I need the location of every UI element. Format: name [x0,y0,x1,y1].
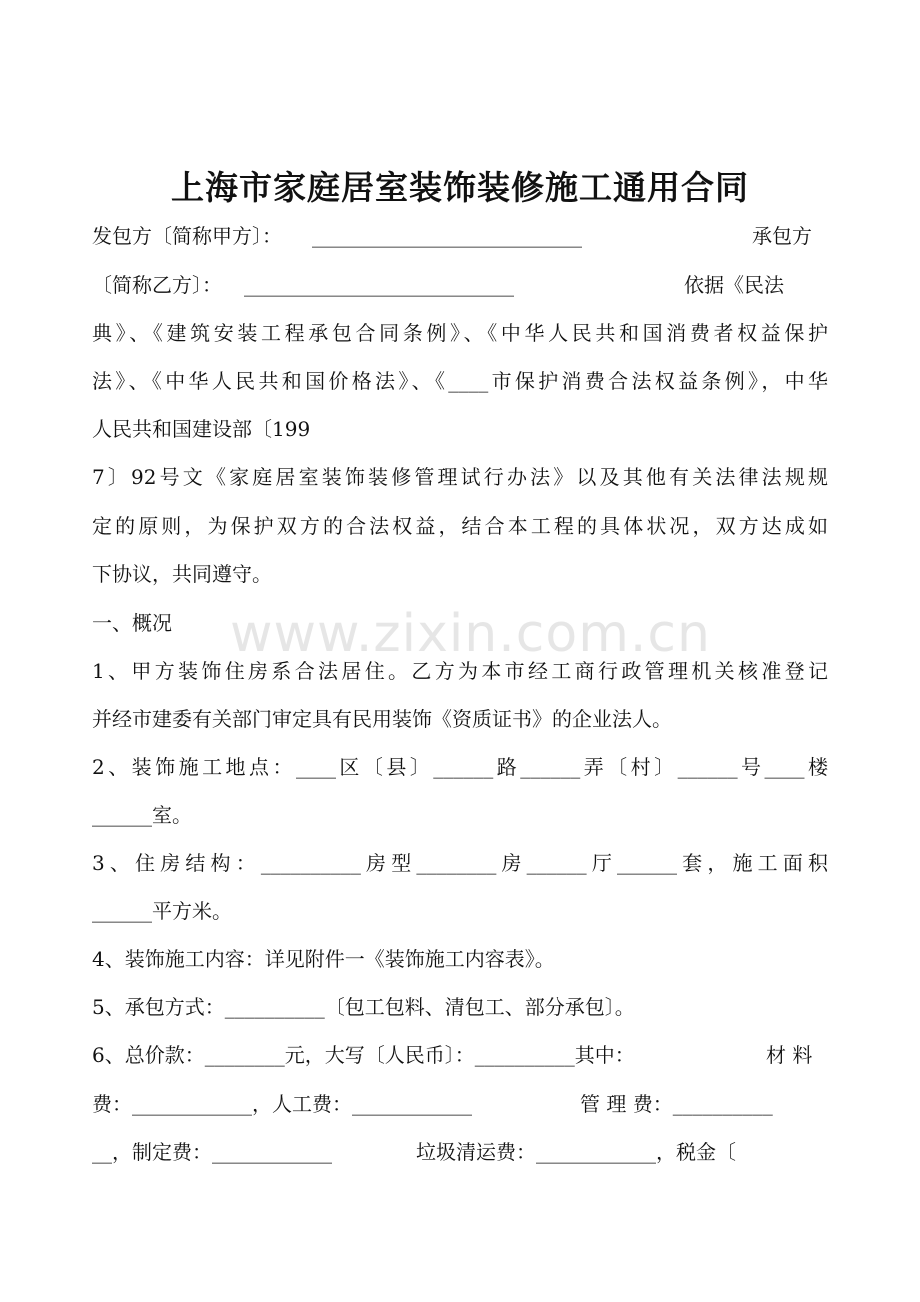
clause-1-line: 1、甲方装饰住房系合法居住。乙方为本市经工商行政管理机关核准登记 [92,659,828,683]
watermark-text: www.zixin.com.cn [230,604,711,664]
document-title: 上海市家庭居室装饰装修施工通用合同 [171,168,749,207]
party-a-label: 发包方〔简称甲方〕： [92,224,282,248]
paragraph-line: 人民共和国建设部〔199 [92,417,311,441]
basis-text: 依据《民法 [684,273,784,297]
party-b-blank: ___________________________ [244,273,514,297]
clause-6-total-price: 6、总价款：________元，大写〔人民币〕：__________其中： [92,1043,635,1067]
section-heading: 一、概况 [92,611,172,635]
clause-6-design-fee: __，制定费：____________ [92,1140,332,1164]
party-b-label: 承包方 [752,224,812,248]
clause-6-waste-fee: 垃圾清运费：____________，税金〔 [416,1140,736,1164]
paragraph-line: 典》、《建筑安装工程承包合同条例》、《中华人民共和国消费者权益保护 [92,321,828,345]
clause-3-line: ______平方米。 [92,899,232,923]
clause-1-line: 并经市建委有关部门审定具有民用装饰《资质证书》的企业法人。 [92,707,672,731]
paragraph-line: 定的原则，为保护双方的合法权益，结合本工程的具体状况，双方达成如 [92,514,828,538]
paragraph-line: 法》、《中华人民共和国价格法》、《____市保护消费合法权益条例》，中华 [92,369,828,393]
clause-2-line: 2、装饰施工地点：____区〔县〕______路______弄〔村〕______号____楼 [92,755,828,779]
clause-6-fees: 费：____________，人工费：____________ [92,1092,472,1116]
party-a-blank: ___________________________ [312,224,582,248]
clause-6-management-fee: 管 理 费：__________ [580,1092,773,1116]
clause-6-material-label: 材 料 [766,1043,813,1067]
paragraph-line: 7〕92号文《家庭居室装饰装修管理试行办法》以及其他有关法律法规规 [92,465,828,489]
clause-5-line: 5、承包方式：__________〔包工包料、清包工、部分承包〕。 [92,995,635,1019]
clause-3-line: 3、住房结构：__________房型________房______厅______套，施工面积 [92,851,828,875]
party-b-abbrev-label: 〔简称乙方〕： [92,273,222,297]
paragraph-line: 下协议，共同遵守。 [92,562,272,586]
clause-4-line: 4、装饰施工内容：详见附件一《装饰施工内容表》。 [92,947,555,971]
clause-2-line: ______室。 [92,803,192,827]
